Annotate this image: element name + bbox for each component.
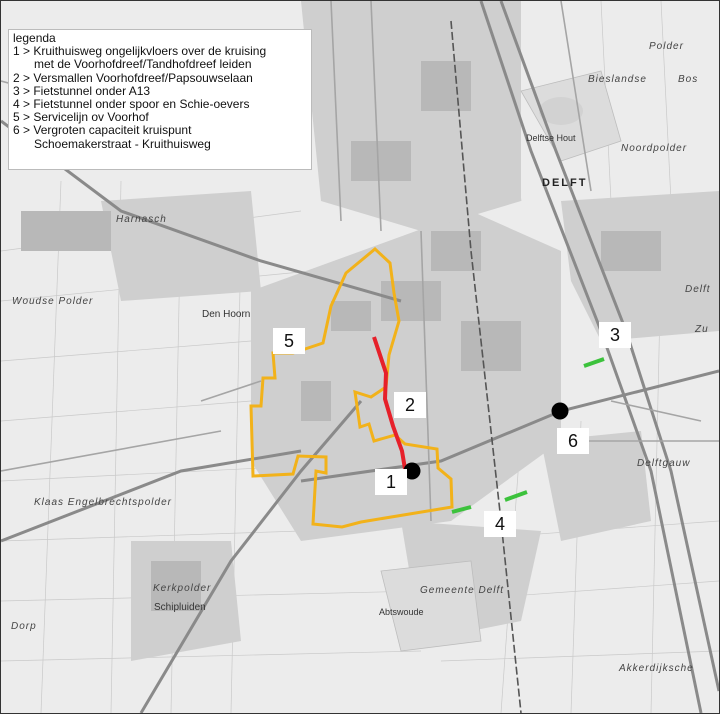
place-delftgauw: Delftgauw [637, 458, 691, 469]
legend-title: legenda [13, 31, 56, 45]
legend-item: Schoemakerstraat - Kruithuisweg [34, 136, 211, 151]
junction-6-dot [552, 403, 569, 420]
place-zu: Zu [695, 324, 709, 335]
place-abtswoude: Abtswoude [379, 607, 424, 617]
place-polder: Polder [649, 41, 684, 52]
legend-item: 6 > Vergroten capaciteit kruispunt [13, 123, 192, 138]
legend-item: 1 > Kruithuisweg ongelijkvloers over de kruising [13, 44, 267, 59]
place-bos: Bos [678, 74, 699, 85]
place-akkerdijksche: Akkerdijksche [619, 663, 694, 674]
marker-3: 3 [599, 322, 631, 348]
marker-6: 6 [557, 428, 589, 454]
place-delftse-hout: Delftse Hout [526, 133, 576, 143]
place-delft: DELFT [542, 177, 588, 189]
marker-5: 5 [273, 328, 305, 354]
legend-item: 5 > Servicelijn ov Voorhof [13, 110, 149, 125]
place-noordpolder: Noordpolder [621, 143, 688, 154]
place-den-hoorn: Den Hoorn [202, 309, 251, 320]
place-kerkpolder: Kerkpolder [153, 583, 212, 594]
map-legend [8, 29, 312, 170]
place-dorp: Dorp [11, 621, 37, 632]
legend-item: met de Voorhofdreef/Tandhofdreef leiden [34, 57, 252, 72]
place-klaas-engelbrechtspolder: Klaas Engelbrechtspolder [34, 497, 172, 508]
legend-item: 3 > Fietstunnel onder A13 [13, 83, 151, 98]
marker-1: 1 [375, 469, 407, 495]
place-harnasch: Harnasch [116, 214, 167, 225]
place-schipluiden: Schipluiden [154, 602, 206, 613]
place-bieslandse: Bieslandse [588, 74, 647, 85]
marker-2: 2 [394, 392, 426, 418]
place-woudse-polder: Woudse Polder [12, 296, 94, 307]
marker-4: 4 [484, 511, 516, 537]
place-gemeente-delft: Gemeente Delft [420, 585, 505, 596]
legend-item: 4 > Fietstunnel onder spoor en Schie-oevers [13, 97, 250, 112]
legend-item: 2 > Versmallen Voorhofdreef/Papsouwselaan [13, 70, 253, 85]
place-delfi: Delft [685, 284, 711, 295]
